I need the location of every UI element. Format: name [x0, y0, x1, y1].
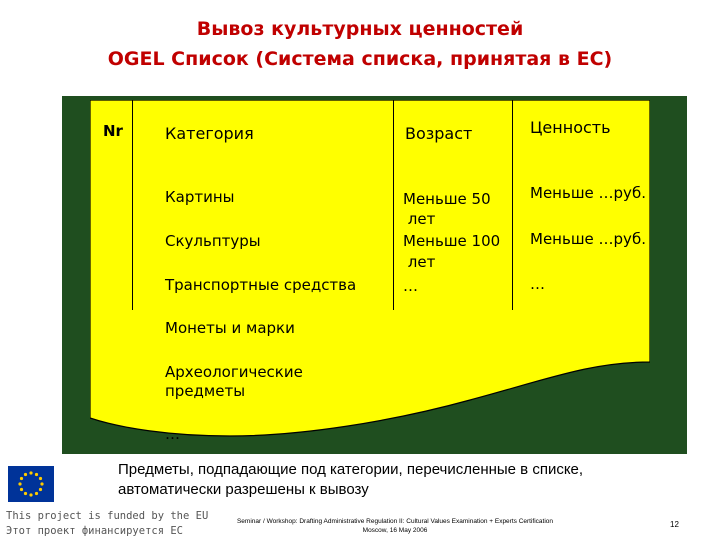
value-line: …: [530, 275, 545, 293]
eu-stars: [8, 466, 54, 502]
header-age: Возраст: [405, 124, 473, 143]
column-divider-2: [393, 100, 394, 310]
age-line: лет: [403, 253, 436, 271]
slide-title: [0, 14, 720, 74]
page-number: 12: [670, 520, 679, 529]
category-item: Скульптуры: [165, 232, 261, 250]
age-line: лет: [403, 210, 436, 228]
caption-line-2: автоматически разрешены к вывозу: [118, 481, 369, 498]
age-line: …: [403, 277, 418, 295]
funding-notice-ru: Этот проект финансируется ЕС: [6, 525, 184, 537]
header-value: Ценность: [530, 118, 611, 137]
eu-flag-icon: [8, 466, 54, 502]
header-nr: Nr: [103, 122, 123, 140]
value-line: Меньше …руб.: [530, 184, 646, 202]
column-divider-1: [132, 100, 133, 310]
title-line-1: Вывоз культурных ценностей: [196, 18, 524, 40]
category-item: Транспортные средства: [165, 276, 357, 294]
category-item: …: [165, 425, 180, 443]
title-line-2: OGEL Список (Система списка, принятая в ЕС): [107, 48, 613, 70]
seminar-line-2: Moscow, 16 May 2006: [362, 527, 428, 534]
funding-notice: [6, 509, 208, 539]
seminar-line-1: Seminar / Workshop: Drafting Administrative Regulation II: Cultural Values Examination + Experts Certification: [236, 518, 554, 525]
caption-line-1: Предметы, подпадающие под категории, перечисленные в списке,: [118, 461, 584, 478]
caption: [118, 460, 698, 500]
column-divider-3: [512, 100, 513, 310]
category-item: предметы: [165, 382, 246, 400]
seminar-info: [195, 517, 595, 535]
header-category: Категория: [165, 124, 254, 143]
age-line: Меньше 100: [403, 232, 501, 250]
category-item: Картины: [165, 188, 235, 206]
funding-notice-en: This project is funded by the EU: [6, 510, 209, 522]
age-line: Меньше 50: [403, 190, 491, 208]
value-line: Меньше …руб.: [530, 230, 646, 248]
category-item: Монеты и марки: [165, 319, 295, 337]
category-item: Археологические: [165, 363, 303, 381]
